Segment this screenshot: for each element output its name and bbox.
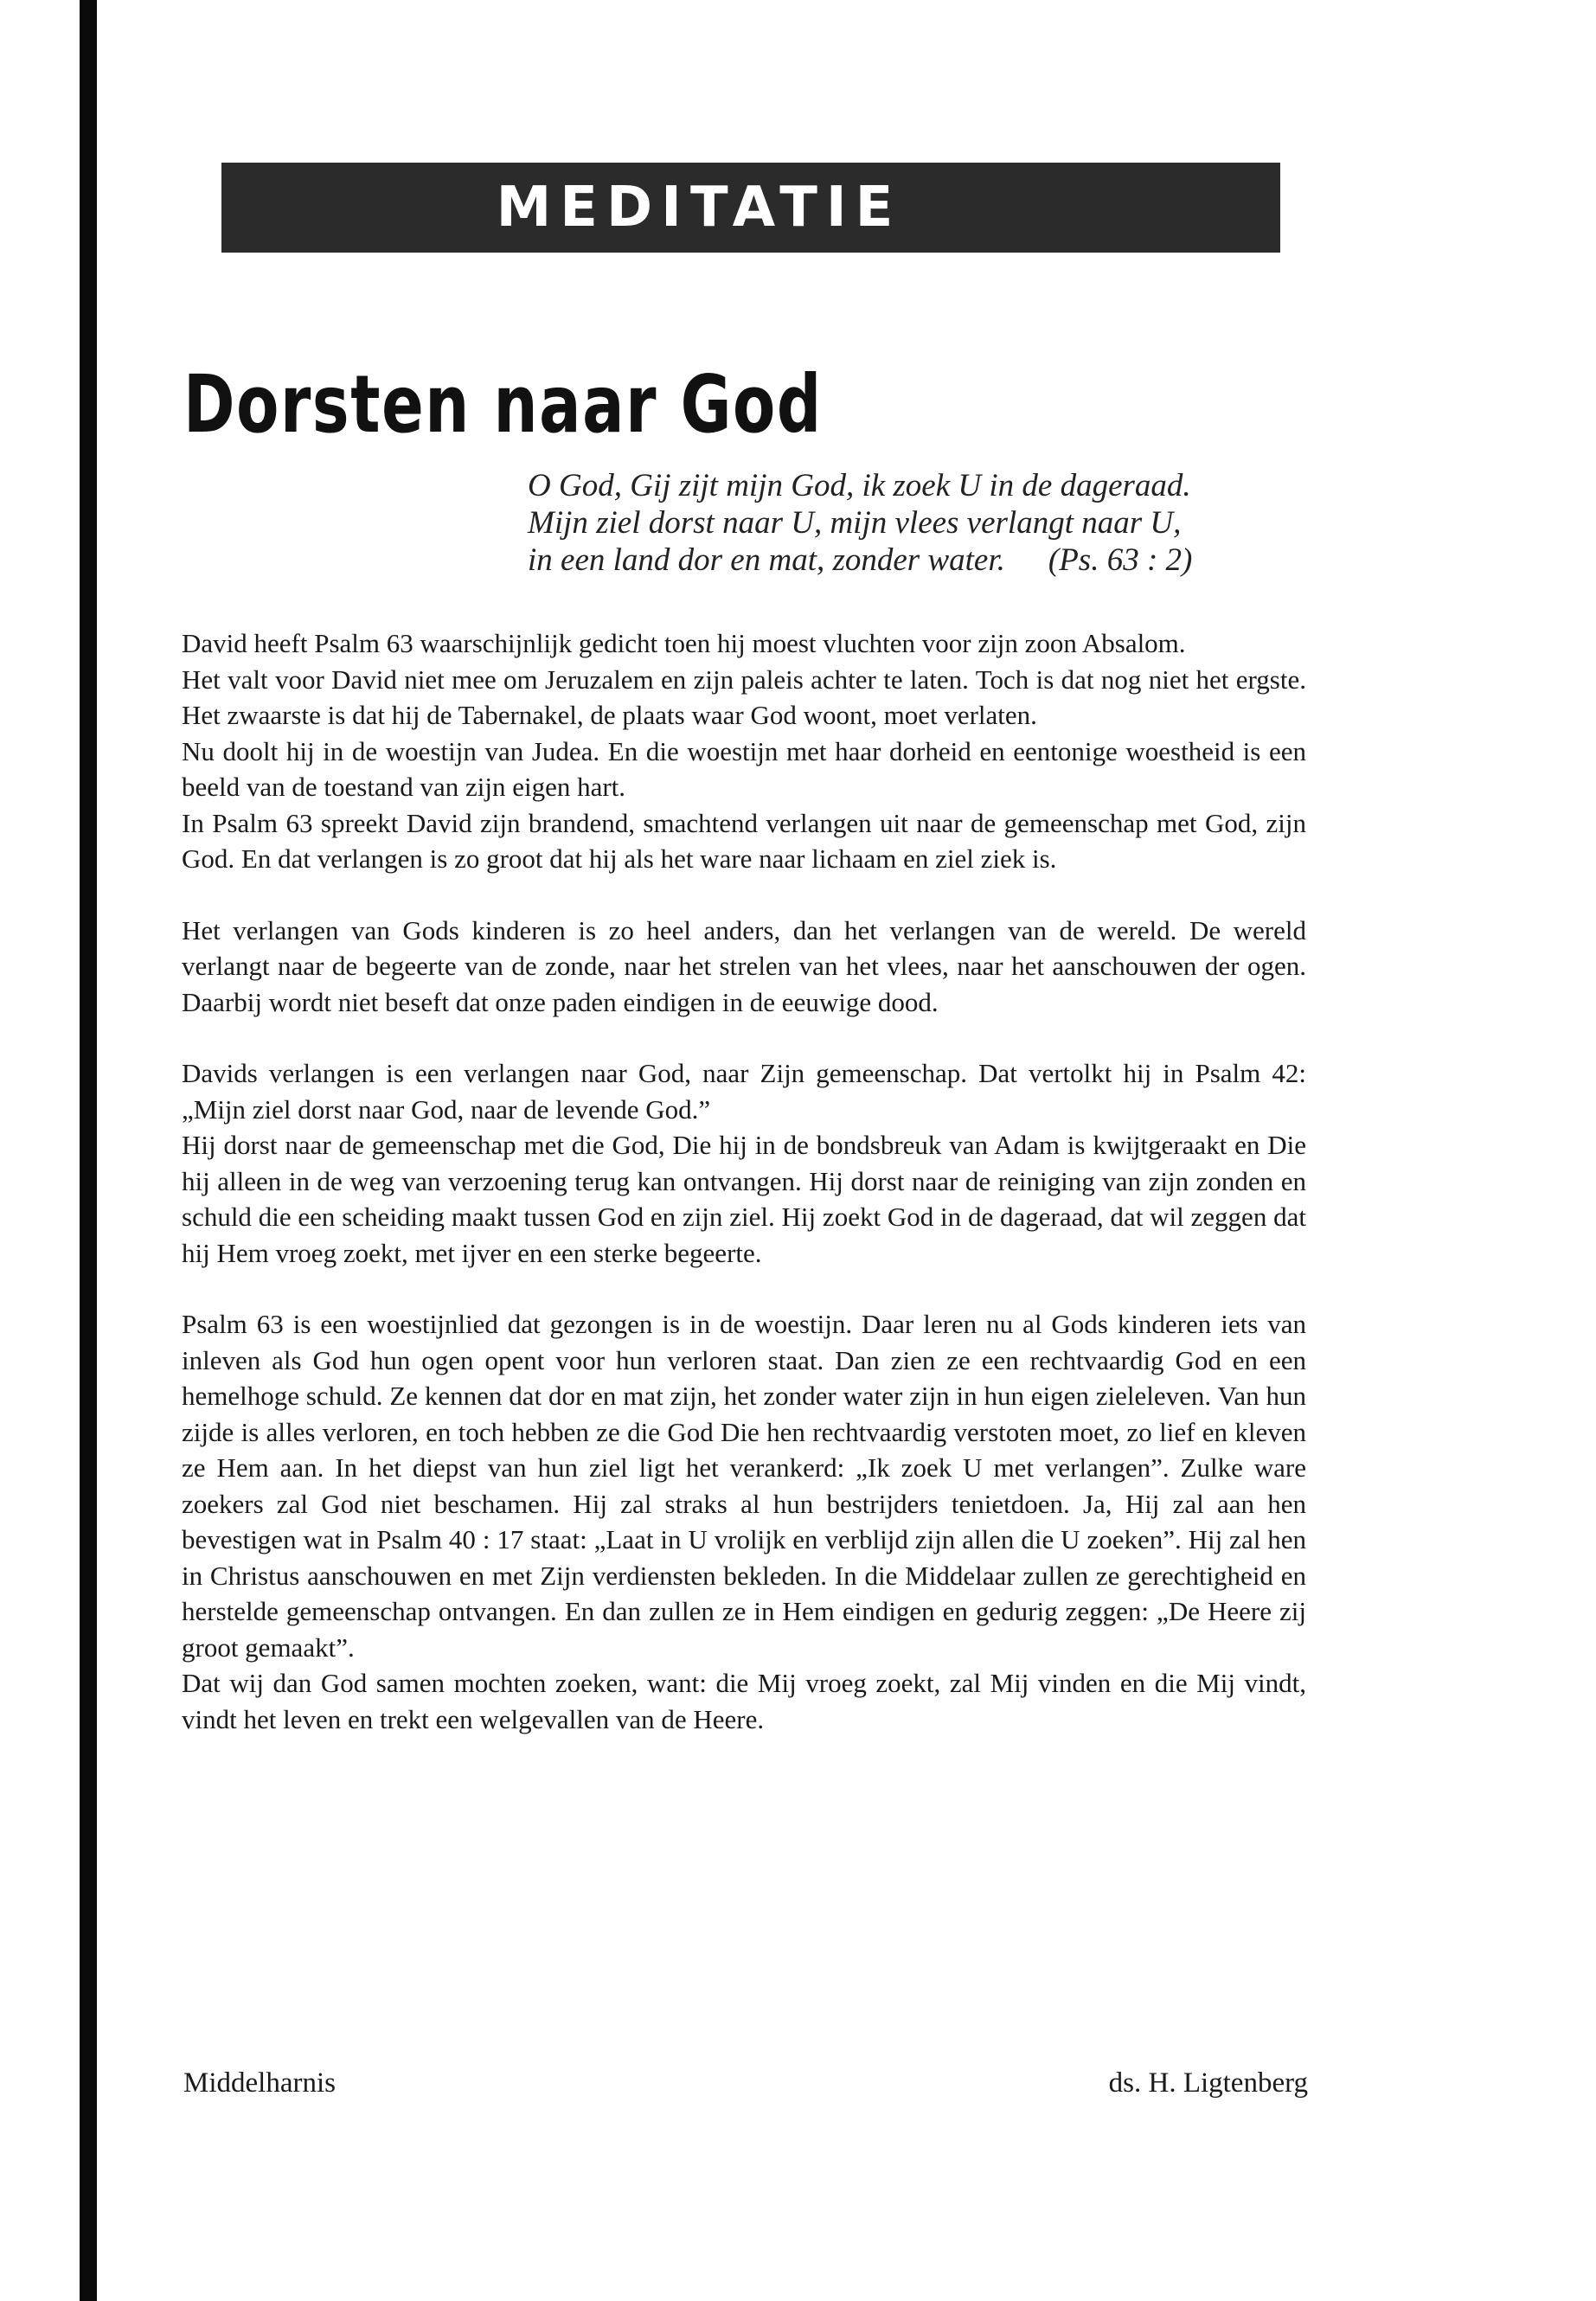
body-paragraph: Nu doolt hij in de woestijn van Judea. En die woestijn met haar dorheid en eentonige woestheid is een beeld van de toestand van zijn eigen hart. [182, 735, 1306, 802]
body-paragraph: Davids verlangen is een verlangen naar God, naar Zijn gemeenschap. Dat vertolkt hij in Psalm 42: „Mijn ziel dorst naar God, naar de levende God.” [182, 1058, 1306, 1125]
article-title: Dorsten naar God [183, 358, 823, 451]
body-paragraph: Het valt voor David niet mee om Jeruzalem en zijn paleis achter te laten. Toch is dat nog niet het ergste. Het zwaarste is dat hij de Tabernakel, de plaats waar God woont, moet verlaten. [182, 663, 1306, 730]
body-paragraph: Hij dorst naar de gemeenschap met die God, Die hij in de bondsbreuk van Adam is kwijtgeraakt en Die hij alleen in de weg van verzoening terug kan ontvangen. Hij dorst naar de reiniging van zijn zonden en schuld die een scheiding maakt tussen God en zijn ziel. Hij zoekt God in de dageraad, dat wil zeggen dat hij Hem vroeg zoekt, met ijver en een sterke begeerte. [182, 1130, 1306, 1268]
footer-place: Middelharnis [183, 2067, 336, 2099]
left-margin-rule [80, 0, 97, 2301]
body-paragraph: David heeft Psalm 63 waarschijnlijk gedicht toen hij moest vluchten voor zijn zoon Absalom. [182, 628, 1186, 658]
article-body [182, 625, 1306, 1737]
body-paragraph: Het verlangen van Gods kinderen is zo heel anders, dan het verlangen van de wereld. De wereld verlangt naar de begeerte van de zonde, naar het strelen van het vlees, naar het aanschouwen der ogen. Daarbij wordt niet beseft dat onze paden eindigen in de eeuwige dood. [182, 914, 1306, 1017]
section-banner [221, 163, 1280, 253]
section-banner-label: MEDITATIE [496, 176, 902, 240]
footer-author: ds. H. Ligtenberg [1108, 2067, 1308, 2099]
body-paragraph: In Psalm 63 spreekt David zijn brandend, smachtend verlangen uit naar de gemeenschap met God, zijn God. En dat verlangen is zo groot dat hij als het ware naar lichaam en ziel ziek is. [182, 807, 1306, 874]
body-paragraph: Dat wij dan God samen mochten zoeken, want: die Mij vroeg zoekt, zal Mij vinden en die Mij vindt, vindt het leven en trekt een welgevallen van de Heere. [182, 1668, 1306, 1734]
epigraph-line-1: O God, Gij zijt mijn God, ik zoek U in de dageraad. [528, 468, 1191, 503]
epigraph-line-3-text: in een land dor en mat, zonder water. [528, 542, 1005, 578]
epigraph-line-3 [528, 542, 1315, 579]
epigraph-line-2: Mijn ziel dorst naar U, mijn vlees verlangt naar U, [528, 505, 1182, 541]
article-footer [183, 2067, 1308, 2099]
body-paragraph: Psalm 63 is een woestijnlied dat gezongen is in de woestijn. Daar leren nu al Gods kinderen iets van inleven als God hun ogen opent voor hun verloren staat. Dan zien ze een rechtvaardig God en een hemelhoge schuld. Ze kennen dat dor en mat zijn, het zonder water zijn in hun eigen zieleleven. Van hun zijde is alles verloren, en toch hebben ze die God Die hen rechtvaardig verstoten moet, zo lief en kleven ze Hem aan. In het diepst van hun ziel ligt het verankerd: „Ik zoek U met verlangen”. Zulke ware zoekers zal God niet beschamen. Hij zal straks al hun bestrijders tenietdoen. Ja, Hij zal aan hen bevestigen wat in Psalm 40 : 17 staat: „Laat in U vrolijk en verblijd zijn allen die U zoeken”. Hij zal hen in Christus aanschouwen en met Zijn verdiensten bekleden. In die Middelaar zullen ze gerechtigheid en herstelde gemeenschap ontvangen. En dan zullen ze in Hem eindigen en gedurig zeggen: „De Heere zij groot gemaakt”. [182, 1309, 1306, 1663]
epigraph-reference: (Ps. 63 : 2) [1048, 542, 1193, 578]
epigraph [528, 467, 1315, 579]
